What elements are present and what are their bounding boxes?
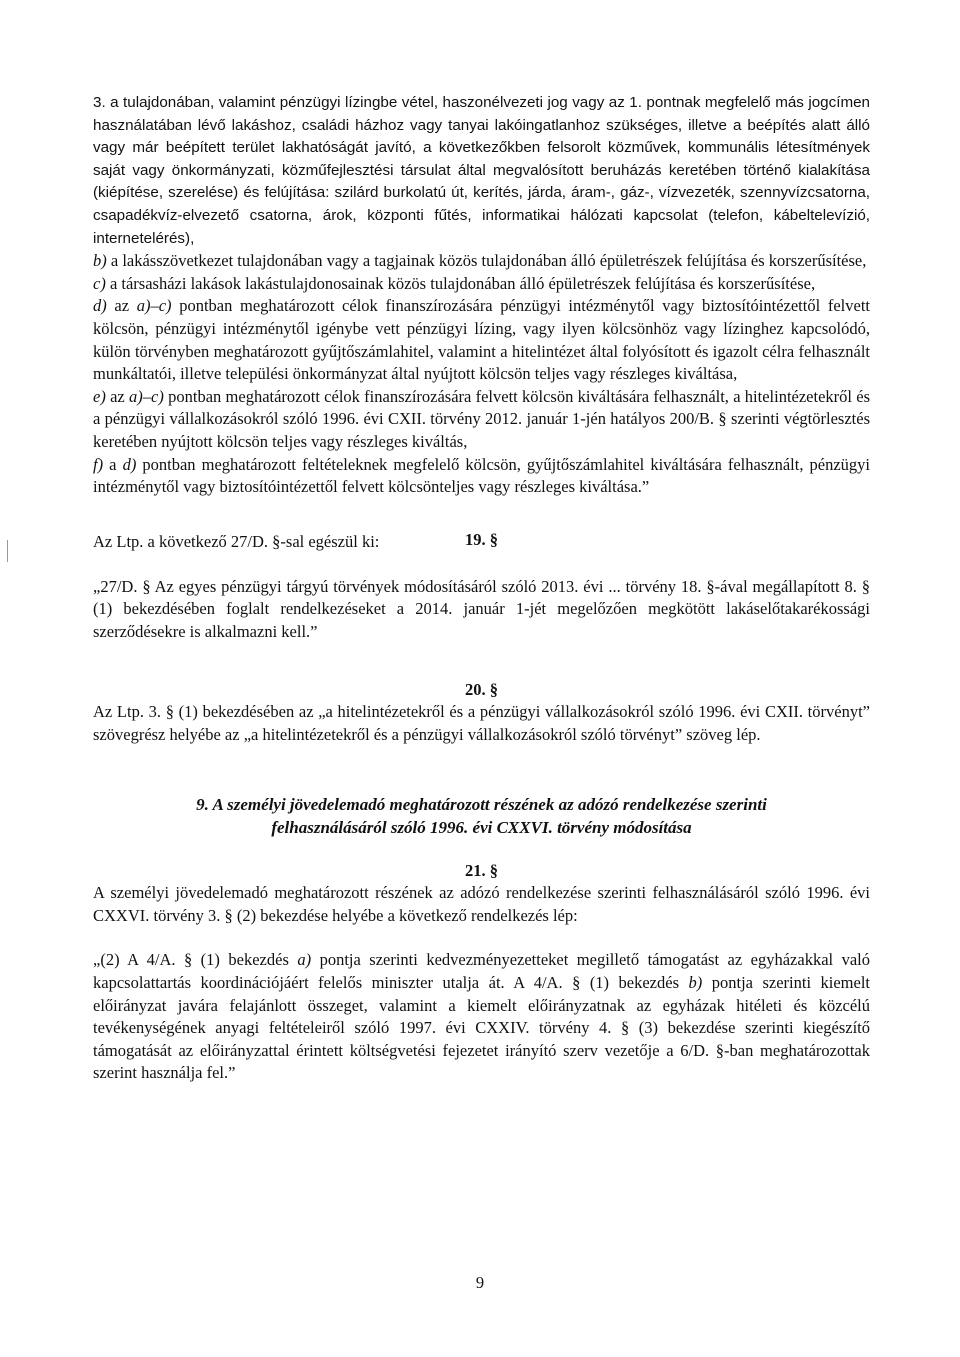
point-b-label: b): [93, 251, 107, 271]
paragraph-point-f: [93, 454, 870, 499]
section-19-heading: 19. §: [465, 529, 498, 549]
point-d-label: d): [93, 296, 107, 316]
section-21-ref-a: a): [297, 950, 312, 970]
chapter-9-title-line-2: felhasználásáról szóló 1996. évi CXXVI. törvény módosítása: [271, 818, 692, 838]
section-21-intro: A személyi jövedelemadó meghatározott részének az adózó rendelkezése szerinti felhasználásáról szóló 1996. évi CXXVI. törvény 3. § (2) bekezdése helyébe a következő rendelkezés lép:: [93, 883, 870, 925]
point-d-ref: a)–c): [136, 296, 172, 316]
margin-mark: [7, 540, 8, 562]
section-21-body-part-2: pontja szerinti kedvezményezetteket megillető támogatást az egyházakkal való kapcsolattartás koordinációjáért felelős miniszter utalja át. A 4/A. § (1) bekezdés: [93, 950, 870, 992]
section-19-intro: Az Ltp. a következő 27/D. §-sal egészül ki:: [93, 532, 380, 552]
document-body: [93, 92, 870, 1085]
point-d-connector: az: [106, 296, 137, 316]
paragraph-point-b: [93, 250, 870, 273]
point-f-label: f): [93, 454, 104, 474]
point-e-text: pontban meghatározott célok finanszírozására felvett kölcsön kiváltására felhasznált, a hitelintézetekről és a pénzügyi vállalkozásokról szóló 1996. évi CXII. törvény 2012. január 1-jén hatályos 200/B. § szerinti végtörlesztés keretében nyújtott kölcsön teljes vagy részleges kiváltás,: [93, 386, 870, 451]
page-number: 9: [475, 1273, 485, 1292]
point-3-text: 3. a tulajdonában, valamint pénzügyi lízingbe vétel, haszonélvezeti jog vagy az 1. pontnak megfelelő más jogcímen használatában lévő lakáshoz, családi házhoz vagy tanyai lakóingatlanhoz szükséges, illetve a beépítés alatt álló vagy már beépített terület lakhatóságát javító, a következőkben felsorolt közművek, kommunális létesítmények saját vagy önkormányzati, közműfejlesztési társulat által megvalósított beruházás keretében történő kialakítása (kiépítése, szerelése) és felújítása: szilárd burkolatú út, kerítés, járda, áram-, gáz-, vízvezeték, szennyvízcsatorna, csapadékvíz-elvezető csatorna, árok, központi fűtés, informatikai hálózati kapcsolat (telefon, kábeltelevízió, internetelérés),: [93, 94, 870, 247]
section-21-body: [93, 949, 870, 1085]
point-b-text: a lakásszövetkezet tulajdonában vagy a tagjainak közös tulajdonában álló épületrészek felújítása és korszerűsítése,: [106, 251, 867, 271]
point-c-text: a társasházi lakások lakástulajdonosainak közös tulajdonában álló épületrészek felújítása és korszerűsítése,: [105, 273, 816, 293]
section-19-body: „27/D. § Az egyes pénzügyi tárgyú törvények módosításáról szóló 2013. évi ... törvény 18. §-ával megállapított 8. § (1) bekezdésében foglalt rendelkezéseket a 2014. január 1-jét megelőzően megkötött lakáselőtakarékossági szerződésekre is alkalmazni kell.”: [93, 576, 870, 642]
point-d-text: pontban meghatározott célok finanszírozására pénzügyi intézménytől vagy biztosítóintézettől felvett kölcsön, pénzügyi intézménytől igénybe vett pénzügyi lízing, vagy ilyen kölcsönhöz vagy lízinghez kapcsolódó, külön törvényben meghatározott gyűjtőszámlahitel, valamint a hitelintézet által folyósított és igazolt célra felhasznált munkáltatói, illetve települési önkormányzat által nyújtott kölcsön teljes vagy részleges kiváltása,: [93, 296, 870, 384]
point-c-label: c): [93, 273, 106, 293]
point-f-connector: a: [103, 454, 123, 474]
paragraph-point-c: [93, 273, 870, 296]
point-e-label: e): [93, 386, 106, 406]
section-21-ref-b: b): [688, 973, 703, 992]
section-21-body-part-3: pontja szerinti kiemelt előirányzat javára felajánlott összeget, valamint a kiemelt előirányzatnak az egyházak hitéleti és közcélú tevékenységének anyagi feltételeiről szóló 1997. évi CXXIV. törvény 4. § (3) bekezdése szerinti kiegészítő támogatását az előirányzattal érintett költségvetési fejezetet irányító szerv vezetője a 6/D. §-ban meghatározottak szerint használja fel.”: [93, 973, 870, 1083]
section-21-heading: 21. §: [465, 860, 498, 880]
paragraph-point-3: [93, 92, 870, 250]
point-f-ref: d): [122, 454, 137, 474]
paragraph-point-d: [93, 295, 870, 385]
point-e-ref: a)–c): [129, 386, 164, 406]
paragraph-point-e: [93, 386, 870, 454]
chapter-9-title-line-1: 9. A személyi jövedelemadó meghatározott részének az adózó rendelkezése szerinti: [196, 795, 767, 815]
section-21-body-part-1: „(2) A 4/A. § (1) bekezdés: [93, 950, 298, 970]
point-f-text: pontban meghatározott feltételeknek megfelelő kölcsön, gyűjtőszámlahitel kiváltására felhasznált, pénzügyi intézménytől vagy biztosítóintézettől felvett kölcsönteljes vagy részleges kiváltása.”: [93, 454, 870, 497]
section-20-heading: 20. §: [465, 679, 498, 699]
point-e-connector: az: [105, 386, 130, 406]
section-20-body: Az Ltp. 3. § (1) bekezdésében az „a hitelintézetekről és a pénzügyi vállalkozásokról szóló 1996. évi CXII. törvényt” szövegrész helyébe az „a hitelintézetekről és a pénzügyi vállalkozásokról szóló törvényt” szöveg lép.: [93, 702, 870, 744]
